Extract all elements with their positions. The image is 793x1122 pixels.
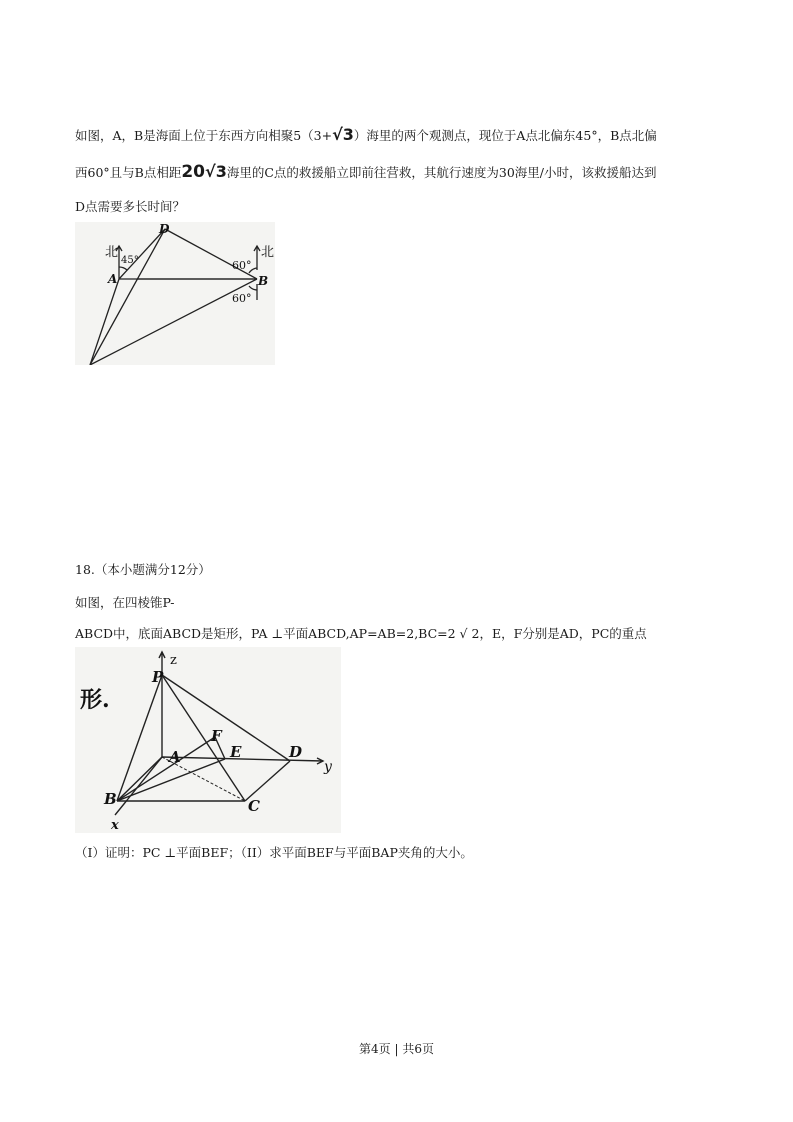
label-north-a: 北 <box>105 245 119 260</box>
label-angle-45: 45° <box>121 255 139 266</box>
label-point-b: B <box>258 274 269 288</box>
label-angle-60-top: 60° <box>232 259 252 272</box>
problem1-line2-text-b: 海里的C点的救援船立即前往营救，其航行速度为30海里/小时，该救援船达到 <box>226 165 657 180</box>
label-point-f: F <box>211 727 222 745</box>
pyramid-diagram-svg <box>75 647 341 833</box>
label-axis-y: y <box>324 759 332 775</box>
sqrt3-expression: √3 <box>332 125 354 144</box>
label-point-d: D <box>159 222 170 236</box>
segment-dc <box>90 229 165 365</box>
problem2-line1: 如图，在四棱锥P- <box>75 595 175 610</box>
label-fragment: 形. <box>80 687 110 713</box>
problem1-line1-text-b: ）海里的两个观测点，现位于A点北偏东45°，B点北偏 <box>353 128 657 143</box>
problem1-line1-text-a: 如图，A，B是海面上位于东西方向相聚5（3+ <box>75 128 333 143</box>
edge-cd <box>245 761 290 801</box>
label-axis-z: z <box>170 653 177 668</box>
figure-rescue-diagram <box>75 222 275 365</box>
figure-pyramid-diagram <box>75 647 341 833</box>
label-point-b: B <box>104 790 117 808</box>
page-footer: 第4页 | 共6页 <box>359 1042 434 1056</box>
label-north-b: 北 <box>261 245 275 260</box>
edge-ab <box>117 757 162 801</box>
label-point-a: A <box>169 748 181 766</box>
problem2-header: 18.（本小题满分12分） <box>75 562 211 577</box>
label-angle-60-bottom: 60° <box>232 292 252 305</box>
problem1-line1 <box>75 126 657 145</box>
label-point-d: D <box>289 743 303 761</box>
edge-pb <box>117 675 162 801</box>
problem1-line2-text-a: 西60°且与B点相距 <box>75 165 182 180</box>
edge-pd <box>162 675 290 761</box>
problem2-question: （I）证明：PC ⊥平面BEF；（II）求平面BEF与平面BAP夹角的大小。 <box>75 845 473 860</box>
angle-arc-a <box>119 267 127 270</box>
label-point-e: E <box>230 743 242 761</box>
problem1-line3: D点需要多长时间？ <box>75 199 186 214</box>
angle-arc-b-bottom <box>249 286 257 290</box>
sqrt3-expression-2: √3 <box>205 162 227 181</box>
rescue-diagram-svg <box>75 222 275 365</box>
label-point-p: P <box>152 668 164 686</box>
label-point-c: C <box>248 797 260 815</box>
problem1-line2 <box>75 163 657 182</box>
edge-pc <box>162 675 245 801</box>
problem2-line2: ABCD中，底面ABCD是矩形，PA ⊥平面ABCD,AP=AB=2,BC=2 √ 2，E，F分别是AD，PC的重点 <box>75 626 647 641</box>
distance-number: 20 <box>181 162 206 182</box>
label-axis-x: x <box>111 818 119 833</box>
label-point-a: A <box>108 272 118 286</box>
